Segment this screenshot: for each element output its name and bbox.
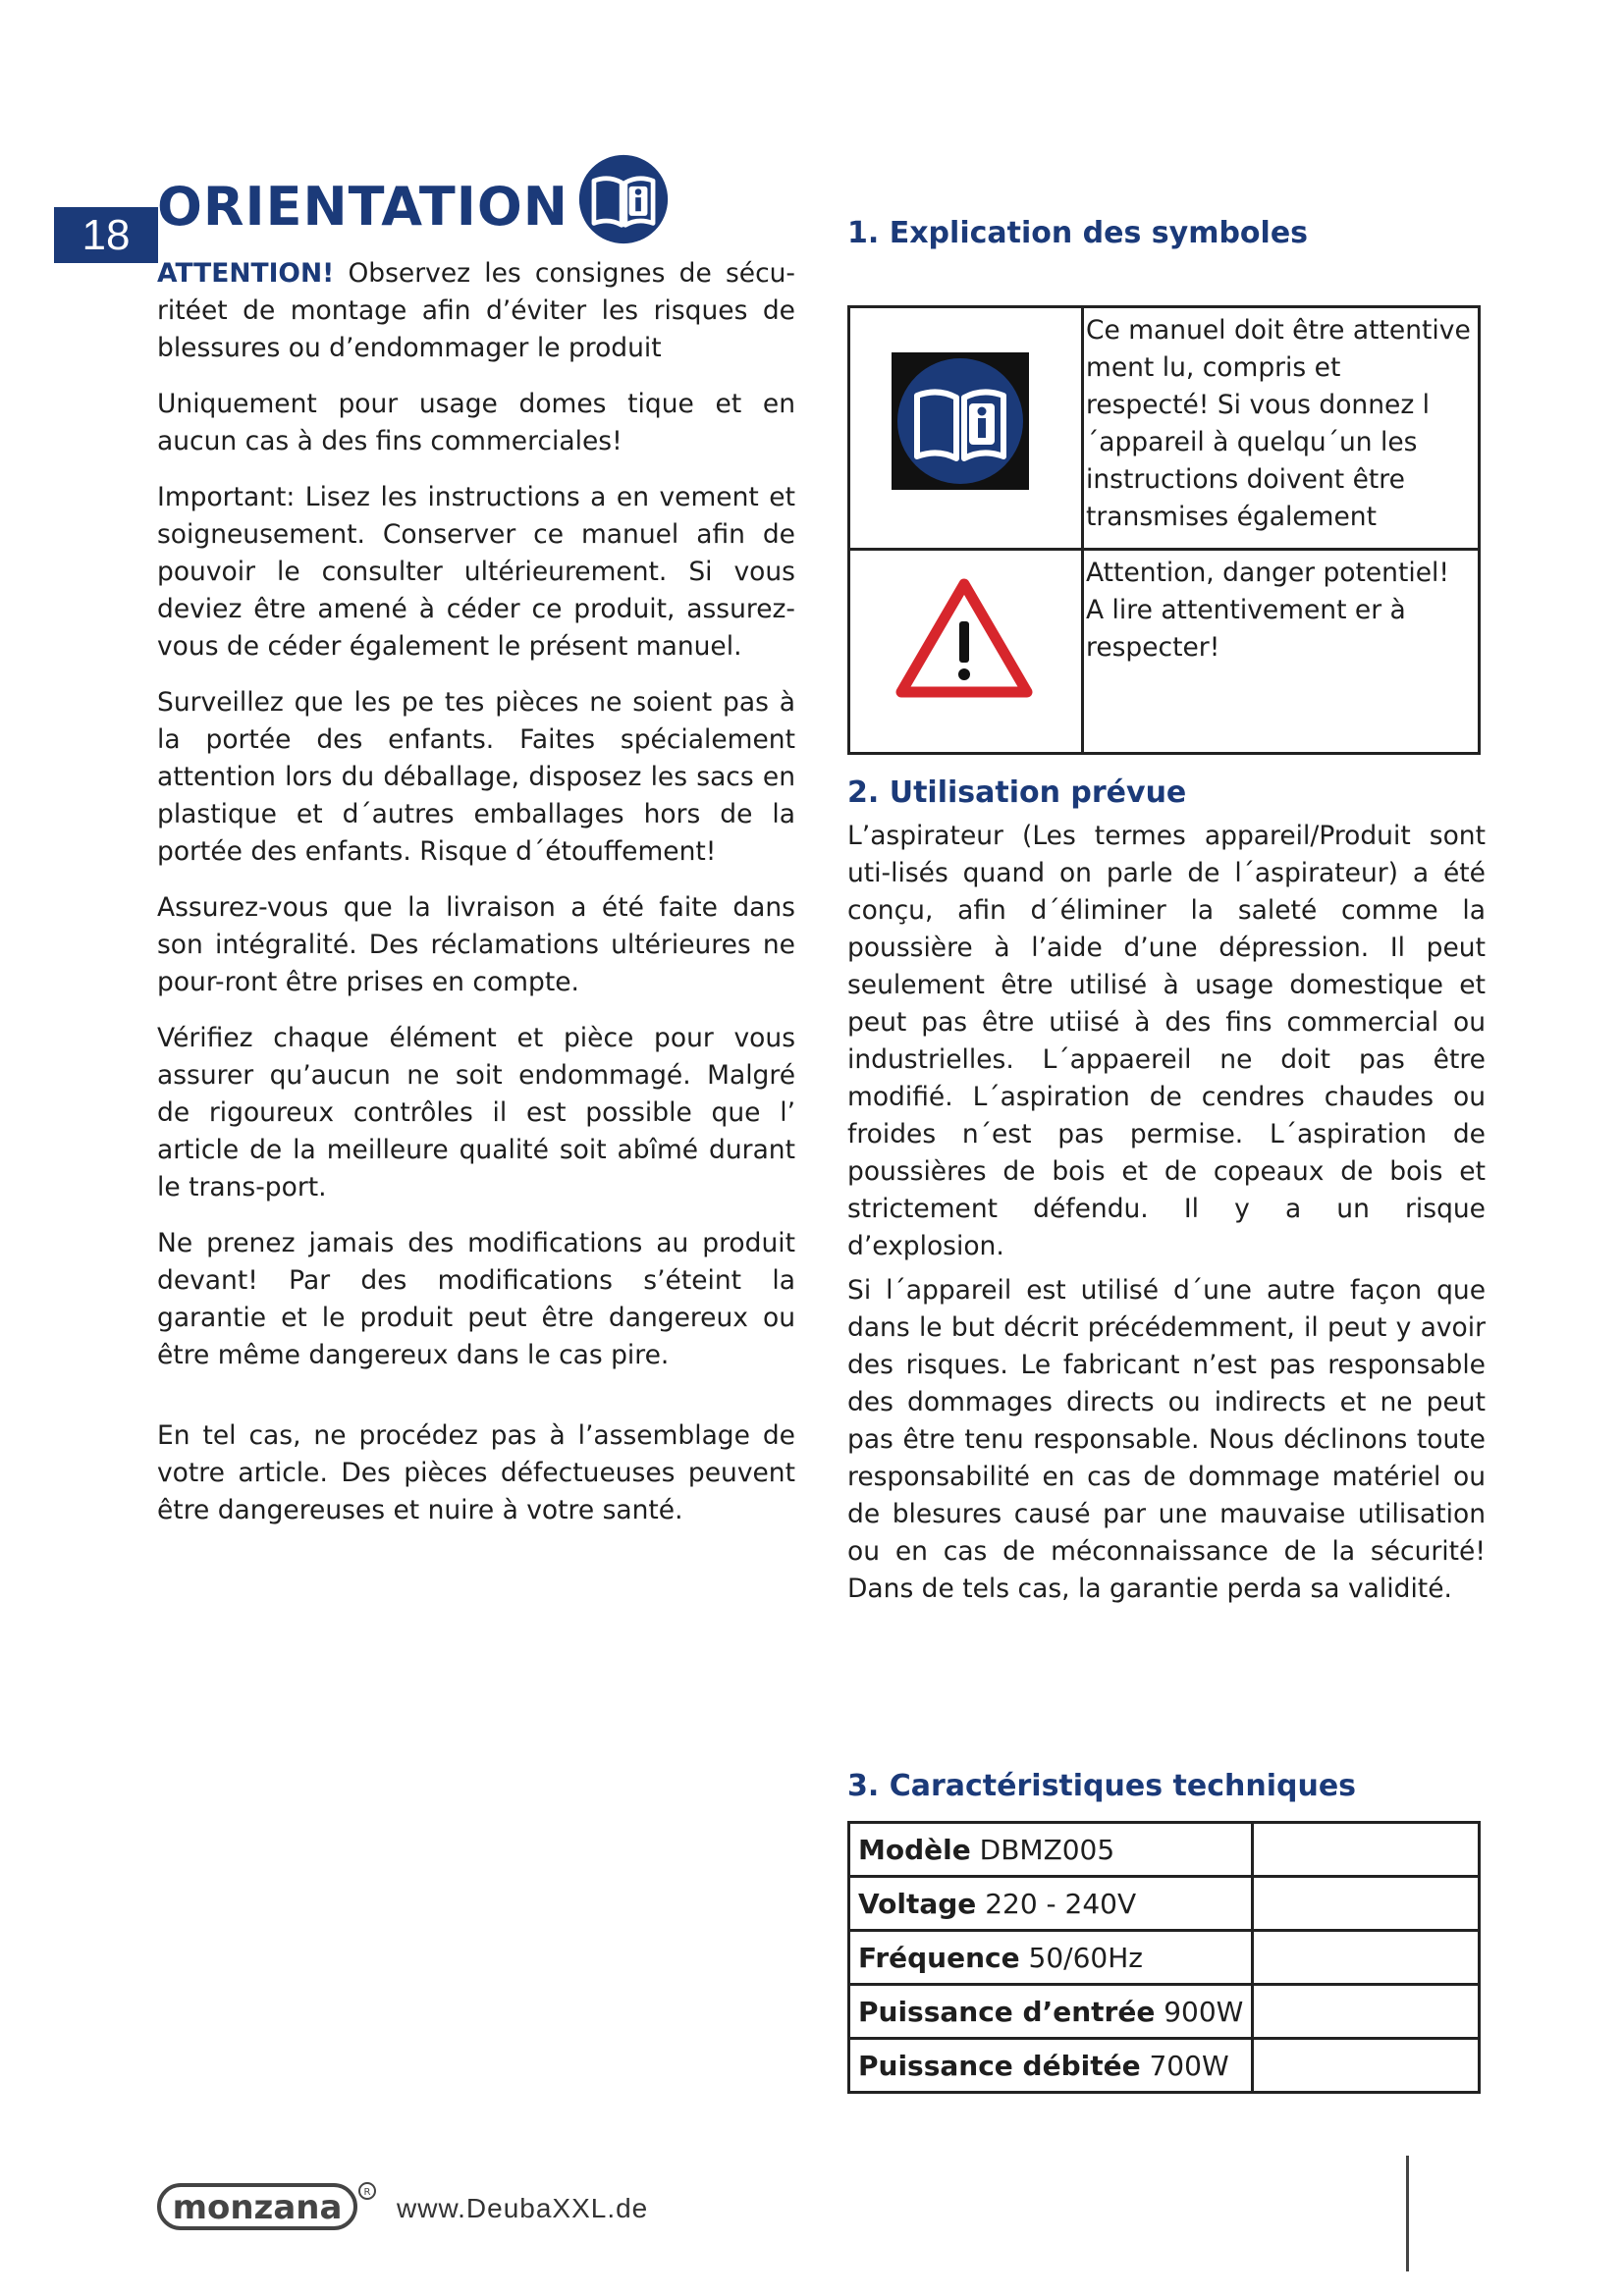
- svg-text:R: R: [363, 2187, 371, 2198]
- brand-logo: [157, 2179, 379, 2234]
- read-manual-icon: [892, 352, 1029, 490]
- read-manual-icon: [577, 153, 670, 245]
- attention-paragraph: [157, 255, 795, 367]
- table-row: Fréquence 50/60Hz: [849, 1931, 1480, 1985]
- symbols-table: [847, 305, 1481, 755]
- paragraph-modifications: Ne prenez jamais des modifications au produit devant! Par des modifications s’éteint la garantie et le produit peut être dangereux ou être même dangereux dans le cas pire.: [157, 1228, 795, 1370]
- usage-paragraph-2: Si l´appareil est utilisé d´une autre façon que dans le but décrit précédemment, il peut y avoir des risques. Le fabricant n’est pas responsable des dommages directs ou indirects et ne peut pas être tenu responsable. Nous déclinons toute responsabilité en cas de dommage matériel ou de blesures causé par une mauvaise utilisation ou en cas de méconnaissance de la sécurité! Dans de tels cas, la garantie perda sa validité.: [847, 1275, 1486, 1604]
- usage-paragraph-1: L’aspirateur (Les termes appareil/Produit sont uti-lisés quand on parle de l´aspirateur) a été conçu, afin d´éliminer la saleté comme la poussière à l’aide d’une dépression. Il peut seulement être utilisé à usage domestique et peut pas être utiisé à des fins commercial ou industrielles. L´appaereil ne doit pas être modifié. L´aspiration de cendres chaudes ou froides n´est pas permise. L´aspiration de poussières de bois et de copeaux de bois et strictement défendu. Il y a un risque d’explosion.: [847, 821, 1486, 1261]
- table-row: Modèle DBMZ005: [849, 1823, 1480, 1877]
- symbols-heading: 1. Explication des symboles: [847, 216, 1309, 250]
- usage-heading: 2. Utilisation prévue: [847, 775, 1187, 810]
- tech-heading: 3. Caractéristiques techniques: [847, 1769, 1357, 1803]
- svg-text:monzana: monzana: [172, 2188, 343, 2227]
- page-title: ORIENTATION: [157, 176, 568, 238]
- paragraph-important: Important: Lisez les instructions a en vement et soigneusement. Conserver ce manuel afin de pouvoir le consulter ultérieurement. Si vous deviez être amené à céder ce produit, assurez-vous de céder également le présent manuel.: [157, 482, 795, 662]
- attention-label: ATTENTION!: [157, 258, 335, 289]
- warning-triangle-icon: [895, 578, 1033, 700]
- paragraph-assembly: En tel cas, ne procédez pas à l’assemblage de votre article. Des pièces défectueuses peuvent être dangereuses et nuire à votre santé.: [157, 1420, 795, 1525]
- page-number: 18: [54, 207, 158, 263]
- symbol-warning-text: Attention, danger potentiel! A lire attentivement er à respecter!: [1086, 558, 1450, 663]
- tech-specs-table: [847, 1821, 1481, 2094]
- table-row: Puissance d’entrée 900W: [849, 1985, 1480, 2039]
- table-row: Puissance débitée 700W: [849, 2039, 1480, 2093]
- paragraph-delivery: Assurez-vous que la livraison a été faite dans son intégralité. Des réclamations ultérieures ne pour-ront être prises en compte.: [157, 892, 795, 997]
- symbol-row-manual: [850, 308, 1478, 551]
- left-column: [157, 255, 795, 1548]
- symbol-row-warning: [850, 551, 1478, 752]
- table-row: Voltage 220 - 240V: [849, 1877, 1480, 1931]
- footer-divider: [1406, 2156, 1409, 2271]
- paragraph-small-parts: Surveillez que les pe tes pièces ne soient pas à la portée des enfants. Faites spécialement attention lors du déballage, disposez les sacs en plastique et d´autres emballages hors de la portée des enfants. Risque d´étouffement!: [157, 687, 795, 867]
- paragraph-check-parts: Vérifiez chaque élément et pièce pour vous assurer qu’aucun ne soit endommagé. Malgré de rigoureux contrôles il est possible que l’ article de la meilleure qualité soit abîmé durant le trans-port.: [157, 1023, 795, 1202]
- attention-text: Observez les consignes de sécu-ritéet de montage afin d’éviter les risques de blessures ou d’endommager le produit: [157, 258, 795, 363]
- symbol-manual-text: Ce manuel doit être attentive ment lu, compris et respecté! Si vous donnez l´appareil à quelqu´un les instructions doivent être transmises également: [1086, 315, 1471, 532]
- footer-url: www.DeubaXXL.de: [397, 2193, 649, 2223]
- paragraph-domestic-use: Uniquement pour usage domes tique et en aucun cas à des fins commerciales!: [157, 389, 795, 456]
